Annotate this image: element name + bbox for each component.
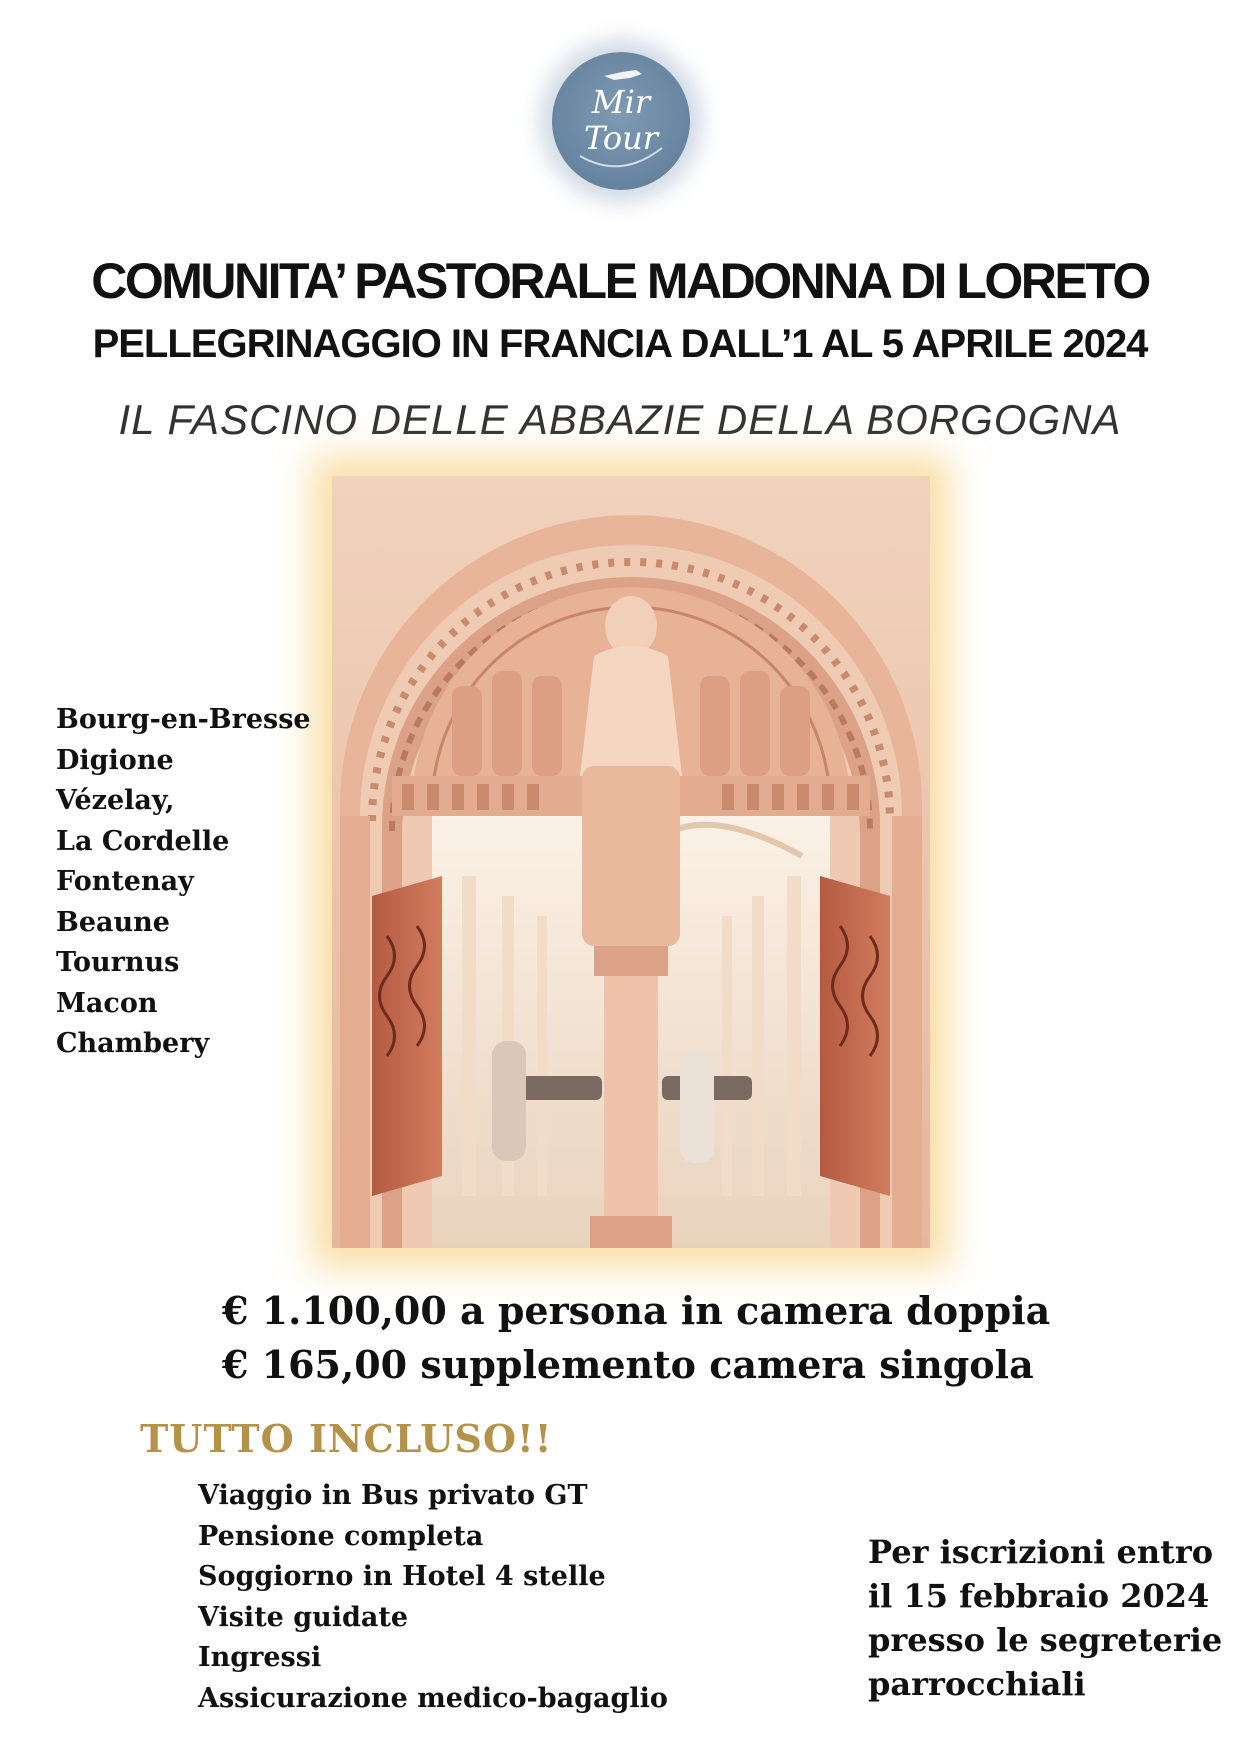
page-tagline: IL FASCINO DELLE ABBAZIE DELLA BORGOGNA (118, 396, 1122, 443)
list-item: Assicurazione medico-bagaglio (198, 1682, 668, 1714)
list-item: Digione (56, 744, 174, 776)
registration-line: parrocchiali (868, 1665, 1086, 1703)
list-item: Bourg-en-Bresse (56, 704, 311, 735)
list-item: Viaggio in Bus privato GT (198, 1480, 588, 1511)
list-item: Ingressi (198, 1642, 322, 1673)
price-double-room: € 1.100,00 a persona in camera doppia (222, 1288, 1051, 1333)
list-item: Pensione completa (198, 1520, 484, 1552)
list-item: Soggiorno in Hotel 4 stelle (198, 1561, 606, 1592)
logo-text-tour: Tour (583, 119, 659, 157)
list-item: Chambery (56, 1028, 210, 1059)
price-single-supplement: € 165,00 supplemento camera singola (222, 1342, 1034, 1387)
included-heading: TUTTO INCLUSO!! (140, 1416, 553, 1461)
list-item: Visite guidate (198, 1601, 409, 1633)
mir-tour-logo (552, 52, 690, 190)
list-item: Beaune (56, 906, 170, 938)
registration-line: il 15 febbraio 2024 (868, 1577, 1210, 1615)
list-item: Macon (56, 987, 158, 1019)
registration-line: presso le segreterie (868, 1621, 1223, 1659)
registration-line: Per iscrizioni entro (868, 1533, 1214, 1571)
page-subtitle: PELLEGRINAGGIO IN FRANCIA DALL’1 AL 5 APRILE 2024 (92, 322, 1148, 366)
page-title: COMUNITA’ PASTORALE MADONNA DI LORETO (91, 253, 1149, 309)
list-item: Fontenay (56, 866, 194, 897)
registration-note (868, 1530, 1228, 1706)
included-list (198, 1476, 668, 1719)
list-item: La Cordelle (56, 825, 230, 857)
places-list (56, 700, 311, 1065)
logo-text-mir: Mir (591, 83, 651, 121)
list-item: Tournus (56, 947, 180, 978)
abbey-portal-illustration (332, 476, 930, 1248)
abbey-portal-photo (332, 476, 930, 1248)
list-item: Vézelay, (56, 785, 175, 816)
